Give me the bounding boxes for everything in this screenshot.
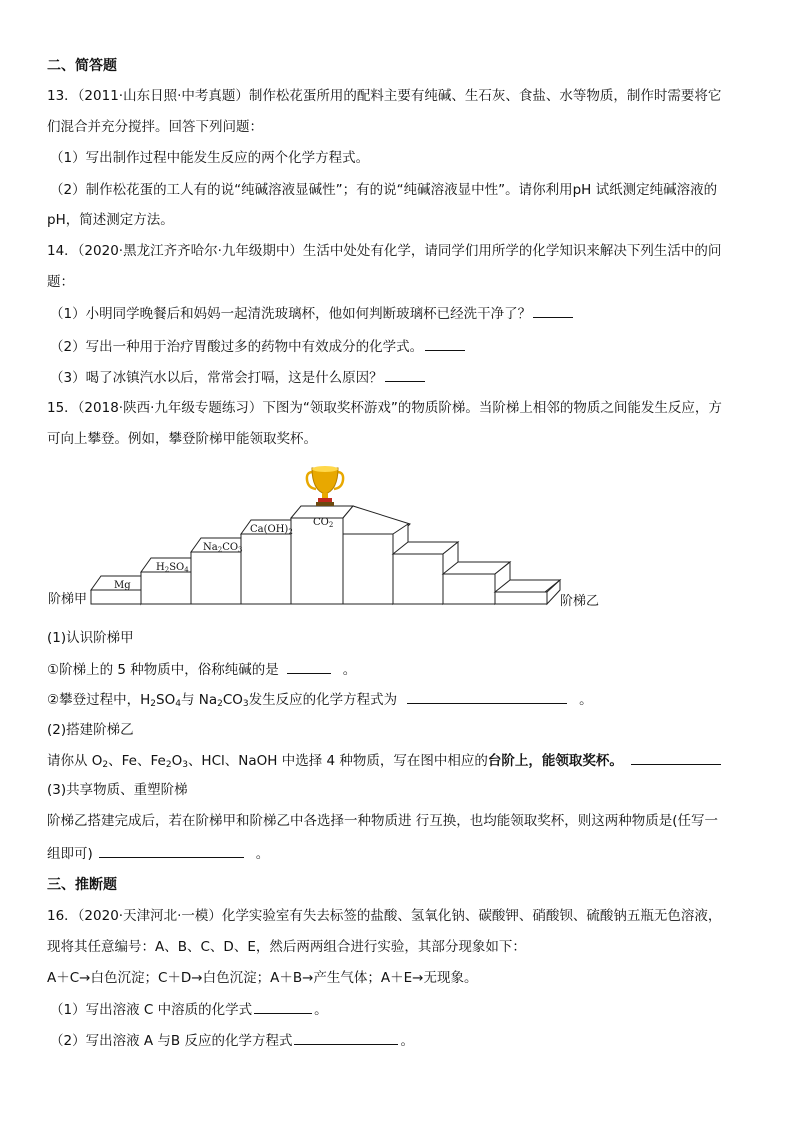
step-yi-4-front (495, 592, 547, 604)
q15-part3-line1: 阶梯乙搭建完成后，若在阶梯甲和阶梯乙中各选择一种物质进 行互换，也均能领取奖杯，则这两种物质是(任写一 (47, 813, 719, 829)
q16-stem-line2: 现将其任意编号：A、B、C、D、E，然后两两组合进行实验，其部分现象如下： (47, 939, 526, 955)
q15-part2-title: (2)搭建阶梯乙 (47, 722, 134, 738)
q14-subquestion-2 (50, 336, 467, 357)
step-co2-front (291, 518, 343, 604)
answer-blank[interactable] (287, 659, 331, 674)
answer-blank[interactable] (294, 1030, 398, 1045)
step-na2co3-front (191, 552, 241, 604)
q13-subquestion-2-line2: pH，简述测定方法。 (47, 212, 174, 228)
q13-stem-line2: 们混合并充分搅拌。回答下列问题： (47, 119, 263, 135)
q13-subquestion-2-line1: （2）制作松花蛋的工人有的说“纯碱溶液显碱性”；有的说“纯碱溶液显中性”。请你利用pH 试纸测定纯碱溶液的 (50, 182, 718, 198)
q14-subquestion-3 (50, 367, 427, 388)
step-label-mg: Mg (114, 580, 131, 591)
step-label-na2co3: $Na_2CO_3$ (203, 542, 243, 554)
q15-part2-q: 请你从 $O_2$、Fe、$Fe_2O_3$、HCl、NaOH 中选择 4 种物质，写在图中相应的台阶上，能领取奖杯。 (47, 750, 723, 775)
q14-stem-line2: 题： (47, 274, 74, 290)
answer-blank[interactable] (407, 689, 567, 704)
q16-subquestion-1: （1）写出溶液 C 中溶质的化学式 。 (50, 999, 328, 1020)
answer-blank[interactable] (99, 843, 244, 858)
answer-blank[interactable] (631, 750, 721, 765)
step-label-caoh2: $Ca(OH)_2$ (250, 524, 293, 536)
section-title-short-answer: 二、简答题 (47, 58, 117, 74)
q14-stem-line1: 14．（2020·黑龙江齐齐哈尔·九年级期中）生活中处处有化学，请同学们用所学的化学知识来解决下列生活中的问 (47, 243, 722, 259)
step-yi-1-front (343, 534, 393, 604)
q15-stem-line1: 15．（2018·陕西·九年级专题练习）下图为“领取奖杯游戏”的物质阶梯。当阶梯上相邻的物质之间能发生反应，方 (47, 400, 722, 416)
q13-stem-line1: 13．（2011·山东日照·中考真题）制作松花蛋所用的配料主要有纯碱、生石灰、食盐、水等物质，制作时需要将它 (47, 88, 722, 104)
q14-subquestion-1 (50, 303, 575, 324)
q16-stem-line1: 16．（2020·天津河北·一模）化学实验室有失去标签的盐酸、氢氧化钠、碳酸钾、硝酸钡、硫酸钠五瓶无色溶液， (47, 908, 722, 924)
q14-sub1-text: （1）小明同学晚餐后和妈妈一起清洗玻璃杯，他如何判断玻璃杯已经洗干净了？ (50, 306, 532, 322)
answer-blank[interactable] (385, 367, 425, 382)
q14-sub3-text: （3）喝了冰镇汽水以后，常常会打嗝，这是什么原因？ (50, 370, 383, 386)
step-caoh2-front (241, 534, 291, 604)
ladder-jia-label: 阶梯甲 (48, 592, 88, 607)
step-label-h2so4: $H_2SO_4$ (156, 562, 189, 574)
step-yi-2-front (393, 554, 443, 604)
trophy-staircase-diagram (40, 462, 610, 612)
q16-subquestion-2: （2）写出溶液 A 与B 反应的化学方程式 。 (50, 1030, 414, 1051)
trophy-icon (307, 466, 343, 506)
step-label-co2: $CO_2$ (313, 517, 334, 529)
q15-stem-line2: 可向上攀登。例如，攀登阶梯甲能领取奖杯。 (47, 431, 317, 447)
q15-part3-line2: 组即可) 。 (47, 843, 269, 864)
q15-part1-q2: ②攀登过程中，$H_2SO_4$与 $Na_2CO_3$发生反应的化学方程式为 。 (47, 689, 593, 714)
q15-part1-q1: ①阶梯上的 5 种物质中，俗称纯碱的是 。 (47, 659, 356, 680)
step-mg-front (91, 590, 141, 604)
answer-blank[interactable] (254, 999, 312, 1014)
q15-part3-title: (3)共享物质、重塑阶梯 (47, 782, 188, 798)
ladder-yi-label: 阶梯乙 (560, 594, 600, 609)
answer-blank[interactable] (533, 303, 573, 318)
step-yi-3-front (443, 574, 495, 604)
q16-stem-line3: A＋C→白色沉淀；C＋D→白色沉淀；A＋B→产生气体；A＋E→无现象。 (47, 970, 478, 986)
q15-part1-title: (1)认识阶梯甲 (47, 630, 134, 646)
step-h2so4-front (141, 572, 191, 604)
q14-sub2-text: （2）写出一种用于治疗胃酸过多的药物中有效成分的化学式。 (50, 339, 424, 355)
answer-blank[interactable] (425, 336, 465, 351)
q13-subquestion-1: （1）写出制作过程中能发生反应的两个化学方程式。 (50, 150, 370, 166)
section-title-inference: 三、推断题 (47, 877, 117, 893)
